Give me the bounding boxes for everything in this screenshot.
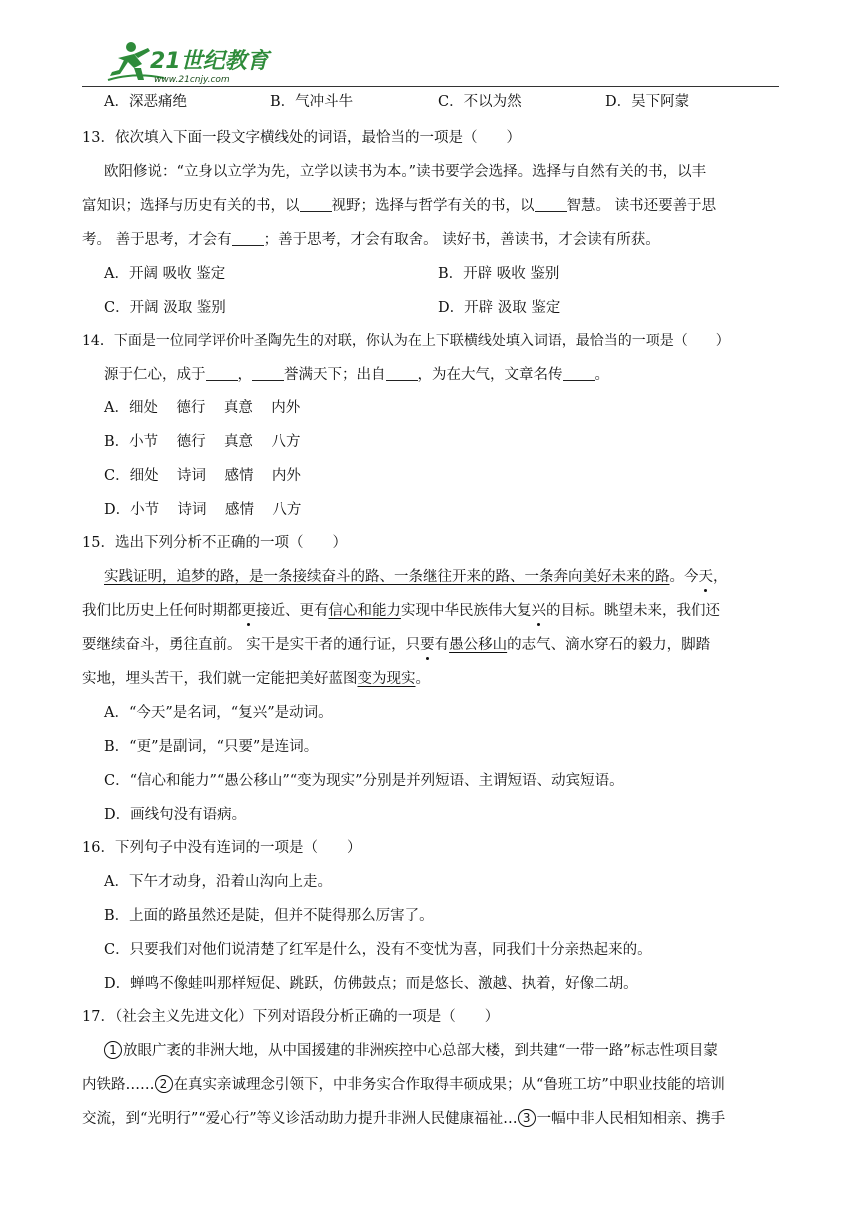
underlined-sentence: 实践证明，追梦的路，是一条接续奋斗的路、一条继往开来的路、一条奔向美好未来的路: [104, 569, 670, 585]
q17-passage-line: 1 放眼广袤的非洲大地，从中国援建的非洲疾控中心总部大楼，到共建“一带一路”标志性项目蒙: [104, 1041, 718, 1061]
fill-blank: [206, 366, 238, 381]
fill-blank: [386, 366, 418, 381]
q13-option-b: B．开辟 吸收 鉴别: [438, 266, 560, 282]
logo-text: 21世纪教育: [150, 49, 269, 74]
header-rule: [82, 86, 779, 87]
q16-option-b: B．上面的路虽然还是陡，但并不陡得那么厉害了。: [104, 908, 434, 924]
q14-stem: 14．下面是一位同学评价叶圣陶先生的对联，你认为在上下联横线处填入词语，最恰当的一项是（ ）: [82, 333, 730, 349]
fill-blank: [252, 366, 284, 381]
q16-option-a: A．下午才动身，沿着山沟向上走。: [104, 874, 332, 890]
underlined-phrase: 愚公移山: [449, 637, 508, 653]
q16-stem: 16．下列句子中没有连词的一项是（ ）: [82, 840, 362, 856]
q12-option-a: A．深恶痛绝: [104, 94, 187, 110]
q15-passage-line: 实践证明，追梦的路，是一条接续奋斗的路、一条继往开来的路、一条奔向美好未来的路。今天，: [104, 569, 728, 585]
page-header: [100, 36, 780, 88]
dotted-word: 天: [698, 569, 713, 585]
q13-passage-line: 富知识；选择与历史有关的书，以 视野；选择与哲学有关的书，以 智慧。 读书还要善于思: [82, 198, 717, 214]
q13-passage-line: 欧阳修说：“立身以立学为先，立学以读书为本。”读书要学会选择。选择与自然有关的书，以丰: [104, 164, 707, 180]
fill-blank: [232, 231, 264, 246]
q12-option-c: C．不以为然: [438, 94, 522, 110]
q14-option-c: C．细处 诗词 感情 内外: [104, 468, 301, 484]
fill-blank: [300, 197, 332, 212]
q15-option-a: A．“今天”是名词，“复兴”是动词。: [104, 705, 333, 721]
fill-blank: [535, 197, 567, 212]
circled-number-1: 1: [104, 1041, 122, 1059]
q15-option-c: C．“信心和能力”“愚公移山”“变为现实”分别是并列短语、主谓短语、动宾短语。: [104, 773, 624, 789]
q17-stem: 17．（社会主义先进文化）下列对语段分析正确的一项是（ ）: [82, 1009, 500, 1025]
q13-passage-line: 考。 善于思考，才会有 ；善于思考，才会有取舍。 读好书，善读书，才会读有所获。: [82, 232, 660, 248]
q12-option-b: B．气冲斗牛: [270, 94, 354, 110]
q17-passage-line: 交流，到“光明行”“爱心行”等义诊活动助力提升非洲人民健康福祉… 3 一幅中非人民相知相亲、携手: [82, 1111, 726, 1127]
q14-option-b: B．小节 德行 真意 八方: [104, 434, 301, 450]
fill-blank: [563, 366, 595, 381]
q16-option-c: C．只要我们对他们说清楚了红军是什么，没有不变忧为喜，同我们十分亲热起来的。: [104, 942, 652, 958]
q13-option-c: C．开阔 汲取 鉴别: [104, 300, 226, 316]
q14-couplet: 源于仁心，成于 ， 誉满天下；出自 ，为在大气，文章名传 。: [104, 367, 609, 383]
q13-option-d: D．开辟 汲取 鉴定: [438, 300, 561, 316]
q13-stem: 13．依次填入下面一段文字横线处的词语，最恰当的一项是（ ）: [82, 130, 521, 146]
dotted-word: 更: [241, 603, 256, 619]
q13-option-a: A．开阔 吸收 鉴定: [104, 266, 226, 282]
site-logo: [104, 38, 284, 86]
q15-option-b: B．“更”是副词，“只要”是连词。: [104, 739, 319, 755]
q15-option-d: D．画线句没有语病。: [104, 807, 247, 823]
logo-url: www.21cnjy.com: [154, 75, 230, 85]
q15-passage-line: 要继续奋斗，勇往直前。 实干是实干者的通行证，只要有愚公移山的志气、滴水穿石的毅力，脚踏: [82, 637, 711, 653]
q16-option-d: D．蝉鸣不像蛙叫那样短促、跳跃，仿佛鼓点；而是悠长、激越、执着，好像二胡。: [104, 976, 638, 992]
dotted-word: 兴: [531, 603, 546, 619]
underlined-phrase: 变为现实: [357, 671, 416, 687]
q14-option-a: A．细处 德行 真意 内外: [104, 400, 301, 416]
q17-passage-line: 内铁路…… 2 在真实亲诚理念引领下，中非务实合作取得丰硕成果；从“鲁班工坊”中职业技能的培训: [82, 1077, 725, 1093]
q15-passage-line: 实地，埋头苦干，我们就一定能把美好蓝图变为现实。: [82, 671, 430, 687]
circled-number-3: 3: [518, 1109, 536, 1127]
circled-number-2: 2: [155, 1075, 173, 1093]
q14-option-d: D．小节 诗词 感情 八方: [104, 502, 302, 518]
underlined-phrase: 信心和能力: [328, 603, 401, 619]
q15-passage-line: 我们比历史上任何时期都更接近、更有信心和能力实现中华民族伟大复兴的目标。眺望未来，我们还: [82, 603, 720, 619]
q15-stem: 15．选出下列分析不正确的一项（ ）: [82, 535, 347, 551]
dotted-word: 要: [420, 637, 435, 653]
q12-option-d: D．吴下阿蒙: [605, 94, 690, 110]
